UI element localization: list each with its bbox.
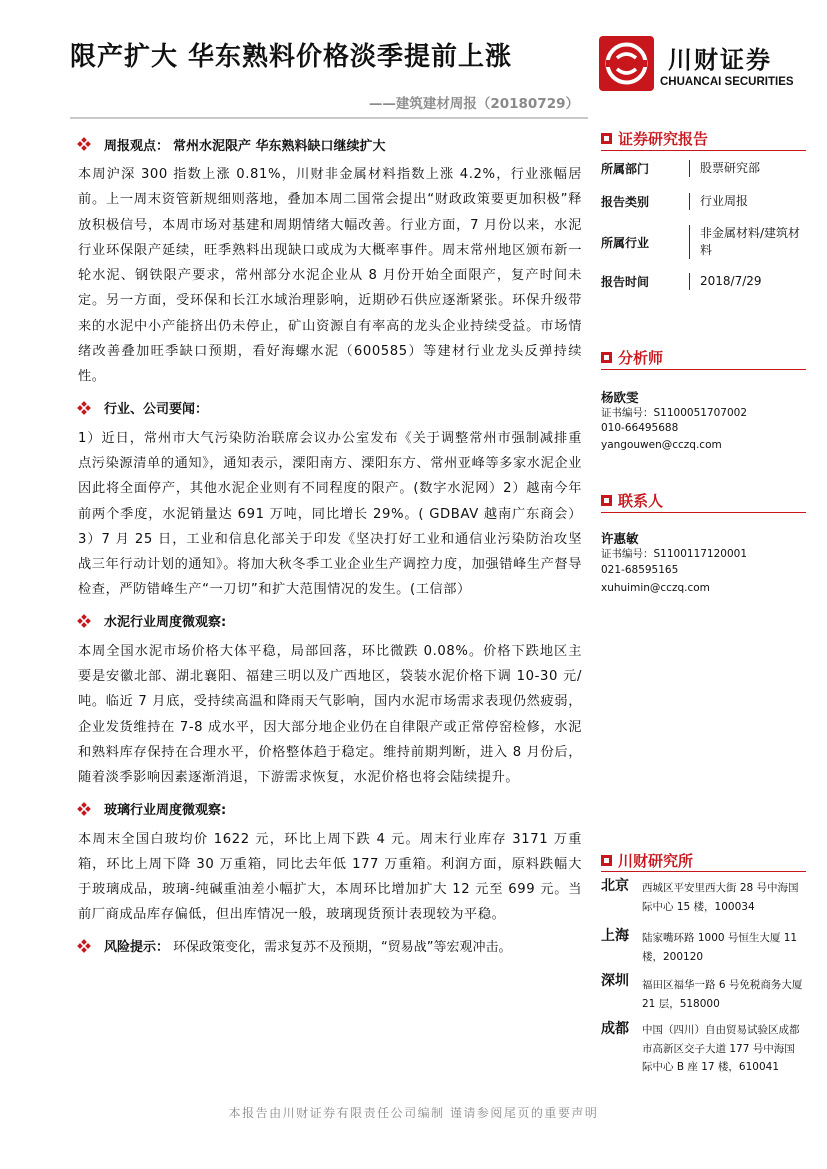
sidebar-divider <box>601 150 806 151</box>
office-city-shenzhen: 深圳 <box>601 973 629 989</box>
office-address-shenzhen: 福田区福华一路 6 号免税商务大厦 21 层，518000 <box>642 979 803 1010</box>
paragraph-cement: 本周全国水泥市场价格大体平稳，局部回落，环比微跌 0.08%。价格下跌地区主要是安徽北部、湖北襄阳、福建三明以及广西地区，袋装水泥价格下调 10-30 元/吨。临近 7 月底，受持续高温和降雨天气影响，国内水泥市场需求表现仍然疲弱，企业发货维持在 7-8 成水平，因大部分地企业仍在自律限产或正常停窑检修，水泥和熟料库存保持在合理水平，价格整体趋于稳定。维持前期判断，进入 8 月份后，随着淡季影响因素逐渐消退，下游需求恢复，水泥价格也将会陆续提升。 <box>78 643 582 786</box>
office-address-shanghai: 陆家嘴环路 1000 号恒生大厦 11 楼，200120 <box>642 932 798 963</box>
office-address-beijing: 西城区平安里西大街 28 号中海国际中心 15 楼，100034 <box>642 882 799 913</box>
sidebar-heading-contact: 联系人 <box>601 490 663 511</box>
diamond-bullet-icon <box>78 138 90 150</box>
diamond-bullet-icon <box>78 615 90 627</box>
meta-row-date <box>601 273 806 293</box>
contact-phone: 021-68595165 <box>601 564 679 576</box>
header-divider <box>70 117 588 119</box>
risk-text: 环保政策变化，需求复苏不及预期，“贸易战”等宏观冲击。 <box>173 940 512 956</box>
section-label: 周报观点： <box>104 138 170 154</box>
meta-key: 所属部门 <box>601 162 650 176</box>
analyst-phone: 010-66495688 <box>601 422 679 434</box>
section-heading: 行业、公司要闻： <box>104 402 209 418</box>
report-subtitle: ——建筑建材周报（20180729） <box>368 96 579 112</box>
meta-row-category <box>601 193 806 213</box>
meta-row-department <box>601 160 806 180</box>
section-heading-news <box>78 394 582 422</box>
diamond-bullet-icon <box>78 803 90 815</box>
contact-cert: 证书编号：S1100117120001 <box>601 548 748 560</box>
meta-value: 行业周报 <box>689 193 812 210</box>
section-heading-cement <box>78 607 582 635</box>
section-label: 风险提示： <box>104 940 170 956</box>
brand-name: 川财证券 <box>668 46 772 74</box>
meta-value: 非金属材料/建筑材料 <box>689 225 812 259</box>
paragraph-view: 本周沪深 300 指数上涨 0.81%，川财非金属材料指数上涨 4.2%，行业涨幅居前。上一周末资管新规细则落地，叠加本周二国常会提出“财政政策要更加积极”释放积极信号，本周市场对基建和周期情绪大幅改善。行业方面，7 月份以来，水泥行业环保限产延续，旺季熟料出现缺口或成为大概率事件。周末常州地区颁布新一轮水泥、钢铁限产要求，常州部分水泥企业从 8 月份开始全面限产，复产时间未定。另一方面，受环保和长江水域治理影响，近期砂石供应逐渐紧张。环保升级带来的水泥中小产能挤出仍未停止，矿山资源自有率高的龙头企业持续受益。市场情绪改善叠加旺季缺口预期，看好海螺水泥（600585）等建材行业龙头反弹持续性。 <box>78 167 582 385</box>
square-bullet-icon <box>601 352 612 363</box>
paragraph-glass: 本周末全国白玻均价 1622 元，环比上周下跌 4 元。周末行业库存 3171 万重箱，环比上周下降 30 万重箱，同比去年低 177 万重箱。利润方面，原料跌幅大于玻璃成品，玻璃-纯碱重油差小幅扩大，本周环比增加扩大 12 元至 699 元。当前厂商成品库存偏低，但出库情况一般，玻璃现货预计表现较为平稳。 <box>78 831 582 923</box>
section-heading: 水泥行业周度微观察: <box>104 615 227 631</box>
office-city-beijing: 北京 <box>601 878 629 894</box>
meta-row-industry <box>601 225 806 261</box>
sidebar-heading-analyst: 分析师 <box>601 347 663 368</box>
section-heading: 常州水泥限产 华东熟料缺口继续扩大 <box>173 138 386 154</box>
diamond-bullet-icon <box>78 940 90 952</box>
section-heading-glass <box>78 795 582 823</box>
contact-email[interactable]: xuhuimin@cczq.com <box>601 582 710 594</box>
meta-key: 所属行业 <box>601 236 650 250</box>
office-address-chengdu: 中国（四川）自由贸易试验区成都市高新区交子大道 177 号中海国际中心 B 座 17 楼，610041 <box>642 1024 800 1073</box>
section-risk <box>78 932 582 960</box>
diamond-bullet-icon <box>78 402 90 414</box>
analyst-name: 杨欧雯 <box>601 390 639 405</box>
sidebar-heading-institute: 川财研究所 <box>601 850 693 871</box>
sidebar-heading-report: 证券研究报告 <box>601 128 708 149</box>
office-city-chengdu: 成都 <box>601 1021 629 1037</box>
sidebar-divider <box>601 871 806 872</box>
section-heading-view <box>78 130 582 158</box>
report-title: 限产扩大 华东熟料价格淡季提前上涨 <box>70 42 513 72</box>
meta-key: 报告时间 <box>601 275 650 289</box>
meta-value: 股票研究部 <box>689 160 812 177</box>
analyst-cert: 证书编号：S1100051707002 <box>601 407 748 419</box>
chuancai-logo-icon <box>599 36 654 91</box>
contact-name: 许惠敏 <box>601 531 639 546</box>
footer-disclaimer: 本报告由川财证券有限责任公司编制 谨请参阅尾页的重要声明 <box>228 1106 599 1120</box>
main-content <box>78 126 582 960</box>
square-bullet-icon <box>601 855 612 866</box>
meta-key: 报告类别 <box>601 195 650 209</box>
meta-value: 2018/7/29 <box>689 273 812 290</box>
office-city-shanghai: 上海 <box>601 928 629 944</box>
sidebar-divider <box>601 369 806 370</box>
paragraph-news: 1）近日，常州市大气污染防治联席会议办公室发布《关于调整常州市强制减排重点污染源清单的通知》，通知表示，溧阳南方、溧阳东方、常州亚峰等多家水泥企业因此将全面停产，其他水泥企业则有不同程度的限产。(数字水泥网）2）越南今年前两个季度，水泥销量达 691 万吨，同比增长 29%。( GDBAV 越南广东商会）3）7 月 25 日，工业和信息化部关于印发《坚决打好工业和通信业污染防治攻坚战三年行动计划的通知》。将加大秋冬季工业企业生产调控力度，加强错峰生产督导检查，严防错峰生产“一刀切”和扩大范围情况的发生。(工信部） <box>78 430 582 598</box>
square-bullet-icon <box>601 495 612 506</box>
section-heading: 玻璃行业周度微观察: <box>104 803 227 819</box>
sidebar-divider <box>601 512 806 513</box>
square-bullet-icon <box>601 133 612 144</box>
brand-name-english: CHUANCAI SECURITIES <box>660 76 794 88</box>
analyst-email[interactable]: yangouwen@cczq.com <box>601 439 722 451</box>
